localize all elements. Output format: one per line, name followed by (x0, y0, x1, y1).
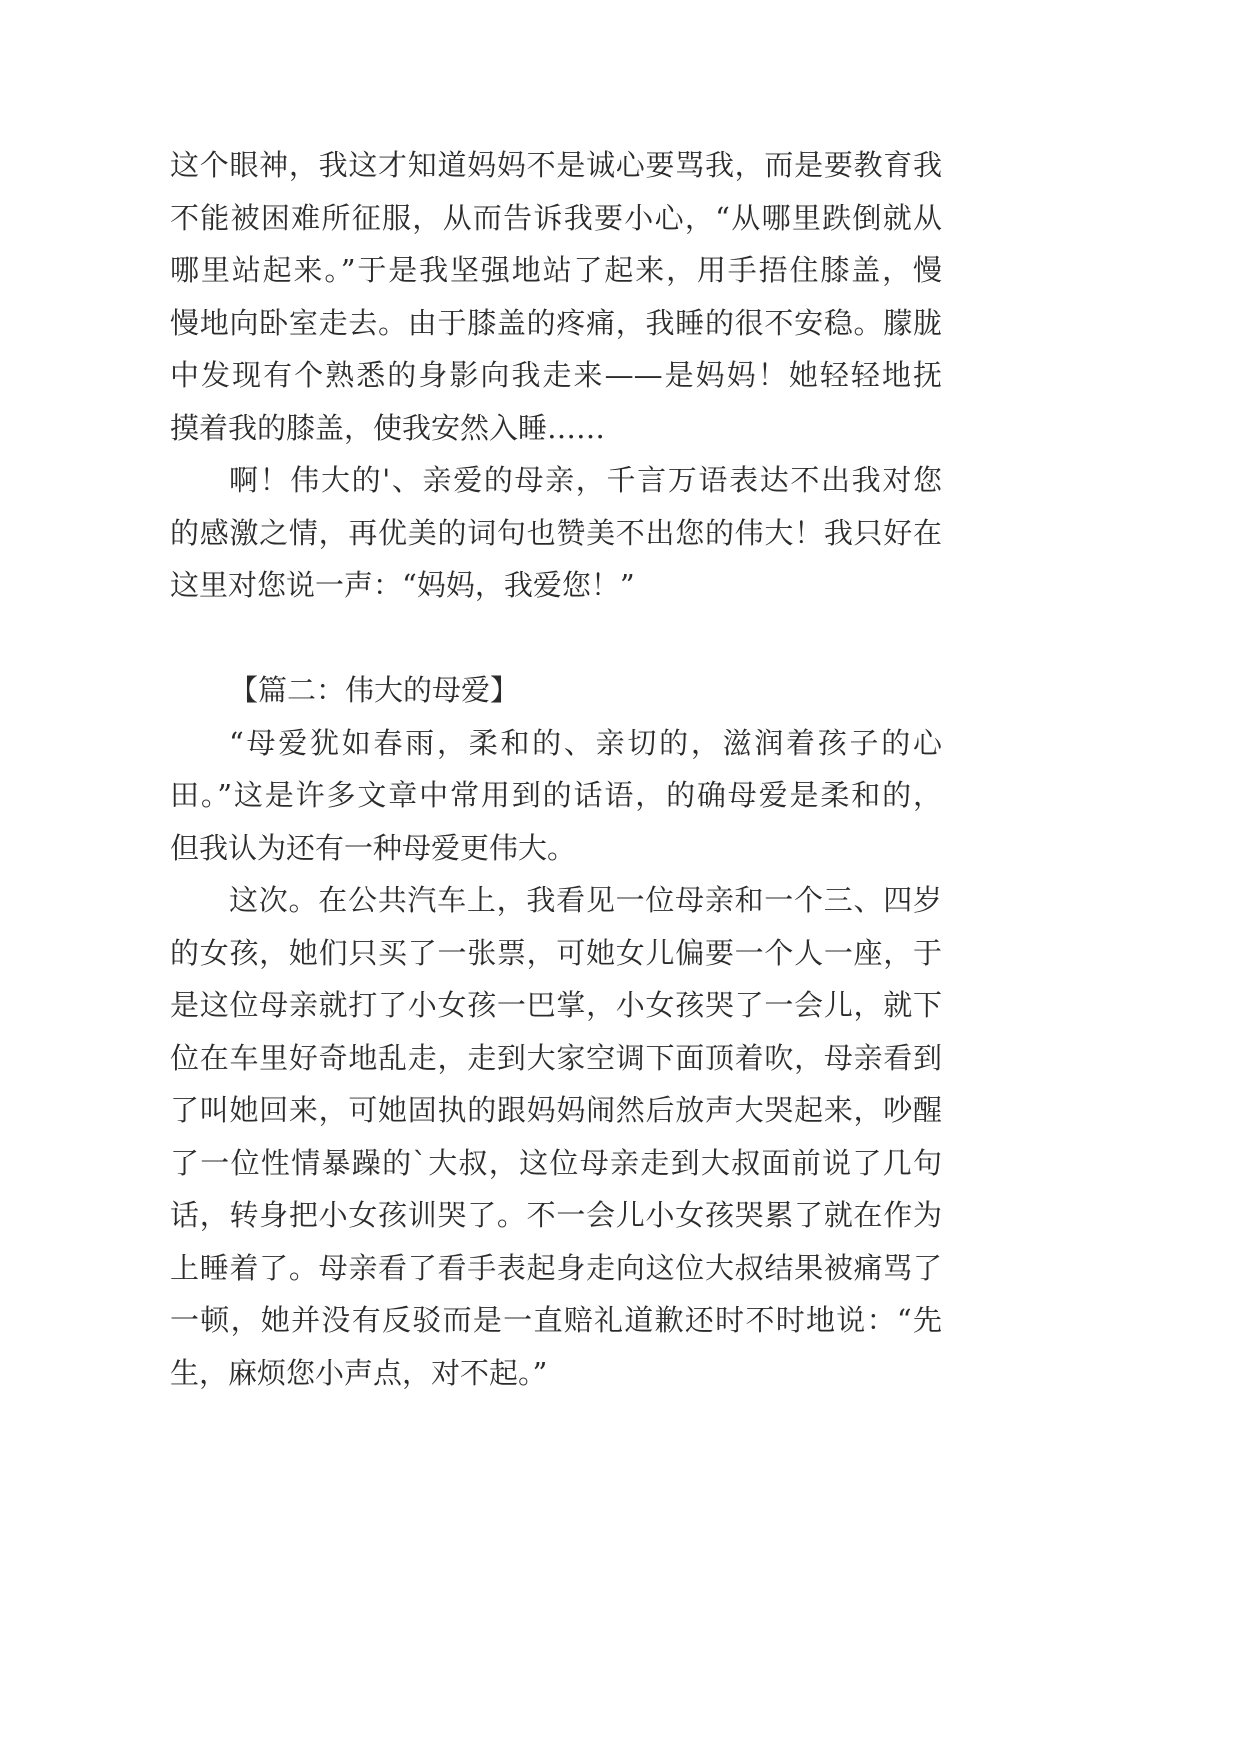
text-line: 了叫她回来，可她固执的跟妈妈闹然后放声大哭起来，吵醒 (170, 1093, 942, 1127)
section-heading: 【篇二：伟大的母爱】 (229, 673, 520, 707)
document-body (170, 139, 942, 1399)
text-line: 话，转身把小女孩训哭了。不一会儿小女孩哭累了就在作为 (170, 1198, 942, 1232)
text-line: 哪里站起来。”于是我坚强地站了起来，用手捂住膝盖，慢 (170, 253, 942, 287)
text-line: 啊！伟大的'、亲爱的母亲，千言万语表达不出我对您 (229, 463, 942, 497)
text-line: 摸着我的膝盖，使我安然入睡…… (170, 410, 606, 445)
blank-line (170, 612, 942, 665)
text-line: 慢地向卧室走去。由于膝盖的疼痛，我睡的很不安稳。朦胧 (170, 305, 942, 340)
text-line: 生，麻烦您小声点，对不起。” (170, 1355, 548, 1390)
paragraph (170, 454, 942, 612)
text-line: 一顿，她并没有反驳而是一直赔礼道歉还时不时地说：“先 (170, 1303, 942, 1337)
text-line: 这个眼神，我这才知道妈妈不是诚心要骂我，而是要教育我 (170, 148, 942, 182)
text-line: 中发现有个熟悉的身影向我走来——是妈妈！她轻轻地抚 (170, 358, 942, 392)
text-line: 不能被困难所征服，从而告诉我要小心，“从哪里跌倒就从 (170, 200, 942, 235)
text-line: 是这位母亲就打了小女孩一巴掌，小女孩哭了一会儿，就下 (170, 988, 942, 1022)
text-line: 的感激之情，再优美的词句也赞美不出您的伟大！我只好在 (170, 515, 942, 550)
paragraph (170, 874, 942, 1399)
text-line: 的女孩，她们只买了一张票，可她女儿偏要一个人一座，于 (170, 935, 942, 970)
text-line: 田。”这是许多文章中常用到的话语，的确母爱是柔和的， (170, 778, 942, 812)
text-line: 位在车里好奇地乱走，走到大家空调下面顶着吹，母亲看到 (170, 1040, 942, 1075)
text-line: 这里对您说一声：“妈妈，我爱您！” (170, 568, 635, 602)
paragraph (170, 139, 942, 454)
text-line: 这次。在公共汽车上，我看见一位母亲和一个三、四岁 (229, 883, 942, 917)
text-line: “母爱犹如春雨，柔和的、亲切的，滋润着孩子的心 (229, 725, 942, 760)
text-line: 了一位性情暴躁的`大叔，这位母亲走到大叔面前说了几句 (170, 1145, 942, 1180)
text-line: 但我认为还有一种母爱更伟大。 (170, 830, 577, 865)
text-line: 上睡着了。母亲看了看手表起身走向这位大叔结果被痛骂了 (170, 1250, 942, 1285)
paragraph (170, 717, 942, 875)
